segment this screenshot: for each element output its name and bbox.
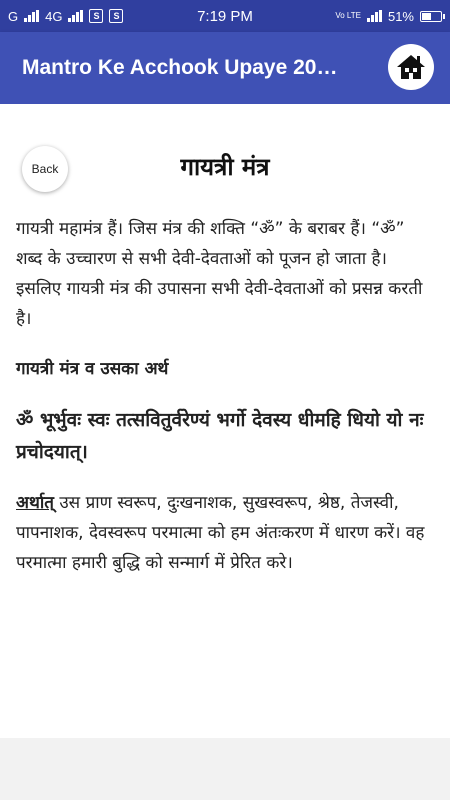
- mantra-text: ॐ भूर्भुवः स्वः तत्सवितुर्वरेण्यं भर्गो देवस्य धीमहि धियो यो नः प्रचोदयात्।: [16, 409, 424, 463]
- meaning-paragraph: [16, 488, 436, 578]
- notification-icon-2: S: [109, 9, 123, 23]
- cell-signal-icon: [367, 10, 382, 22]
- network-type: 4G: [45, 8, 63, 24]
- page-title: गायत्री मंत्र: [180, 153, 270, 181]
- article-body: [16, 214, 436, 598]
- content-area: [0, 104, 450, 738]
- app-title: Mantro Ke Acchook Upaye 20…: [22, 56, 338, 79]
- carrier-label: G: [8, 8, 19, 24]
- meaning-label: अर्थात्: [16, 493, 54, 513]
- clock: 7:19 PM: [197, 7, 253, 25]
- app-bar: [0, 32, 450, 104]
- notification-icon: S: [89, 9, 103, 23]
- volte-icon: Vo LTE: [335, 11, 361, 20]
- battery-fill: [422, 13, 431, 20]
- status-bar: [0, 0, 450, 32]
- meaning-text: उस प्राण स्वरूप, दुःखनाशक, सुखस्वरूप, श्रेष्ठ, तेजस्वी, पापनाशक, देवस्वरूप परमात्मा को हम अंतःकरण में धारण करें। वह परमात्मा हमारी बुद्धि को सन्मार्ग में प्रेरित करे।: [16, 493, 425, 573]
- back-button[interactable]: Back: [22, 146, 68, 192]
- intro-paragraph: गायत्री महामंत्र हैं। जिस मंत्र की शक्ति “ॐ” के बराबर हैं। “ॐ” शब्द के उच्चारण से सभी देवी-देवताओं को पूजन हो जाता है। इसलिए गायत्री मंत्र की उपासना सभी देवी-देवताओं को प्रसन्न करती है।: [16, 219, 423, 329]
- section-subheading: गायत्री मंत्र व उसका अर्थ: [16, 359, 169, 379]
- battery-percent: 51%: [387, 8, 414, 24]
- signal-icon: [24, 10, 39, 22]
- signal-icon-2: [68, 10, 83, 22]
- battery-icon: [420, 11, 442, 22]
- bottom-ad-area: [0, 738, 450, 800]
- home-button[interactable]: [388, 44, 434, 90]
- status-left-icons: [8, 9, 335, 24]
- status-right-icons: [335, 9, 442, 24]
- home-icon: [396, 53, 426, 81]
